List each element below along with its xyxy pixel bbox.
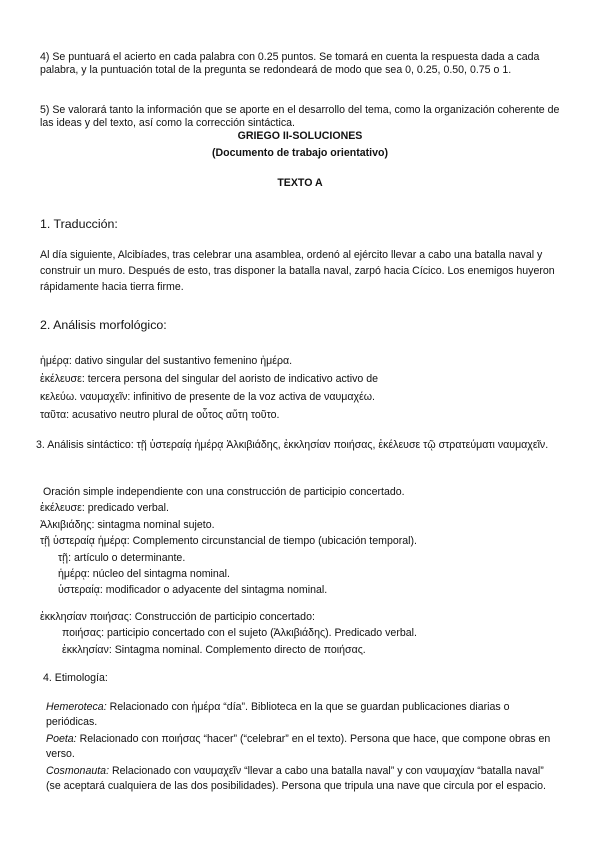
participle-line: ἐκκλησίαν: Sintagma nominal. Complemento directo de ποιήσας. bbox=[62, 643, 366, 656]
etymology-list bbox=[46, 700, 558, 794]
morphology-list bbox=[40, 352, 560, 424]
syntax-intro: Oración simple independiente con una construcción de participio concertado. bbox=[43, 486, 405, 498]
doc-title: GRIEGO II-SOLUCIONES bbox=[237, 130, 363, 142]
etymology-entry bbox=[46, 764, 558, 795]
translation-heading: 1. Traducción: bbox=[40, 217, 118, 231]
etymology-text: Relacionado con ἡμέρα “día”. Biblioteca en la que se guardan publicaciones diarias o periódicas. bbox=[46, 701, 510, 729]
criterion-5: 5) Se valorará tanto la información que se aporte en el desarrollo del tema, como la organización coherente de las ideas y del texto, así como la corrección sintáctica. bbox=[40, 104, 560, 130]
etymology-text: Relacionado con ποιήσας “hacer” (“celebrar” en el texto). Persona que hace, que compone obras en verso. bbox=[46, 732, 551, 761]
participle-analysis bbox=[40, 609, 560, 658]
syntax-subline: ἡμέρᾳ: núcleo del sintagma nominal. bbox=[58, 568, 230, 581]
etymology-heading: 4. Etimología: bbox=[43, 672, 108, 684]
morphology-line: ἐκέλευσε: tercera persona del singular del aoristo de indicativo activo de bbox=[40, 373, 379, 385]
etymology-term: Cosmonauta: bbox=[46, 764, 110, 777]
morphology-line: ἡμέρᾳ: dativo singular del sustantivo femenino ἡμέρα. bbox=[40, 355, 293, 367]
criterion-4: 4) Se puntuará el acierto en cada palabra con 0.25 puntos. Se tomará en cuenta la respuesta dada a cada palabra, y la puntuación total de la pregunta se redondeará de modo que sea 0, 0.25, 0.50, 0.75 o 1. bbox=[40, 51, 540, 77]
etymology-text: Relacionado con ναυμαχεῖν “llevar a cabo una batalla naval” y con ναυμαχίαν “batalla naval” (se aceptará cualquiera de las dos posibilidades). Persona que tripula una nave que circula por el espacio. bbox=[46, 764, 546, 793]
syntax-subline: τῇ: artículo o determinante. bbox=[58, 551, 186, 564]
participle-line: ποιήσας: participio concertado con el sujeto (Ἀλκιβιάδης). Predicado verbal. bbox=[62, 627, 417, 640]
text-label: TEXTO A bbox=[277, 177, 323, 189]
criteria-section bbox=[40, 51, 560, 77]
syntax-line: Ἀλκιβιάδης: sintagma nominal sujeto. bbox=[40, 518, 215, 531]
etymology-entry bbox=[46, 732, 558, 763]
etymology-entry bbox=[46, 700, 558, 731]
criteria-section-5 bbox=[40, 104, 560, 130]
morphology-line: ταῦτα: acusativo neutro plural de οὗτος αὕτη τοῦτο. bbox=[40, 409, 280, 421]
etymology-term: Hemeroteca: bbox=[46, 701, 107, 713]
syntax-line: τῇ ὑστεραίᾳ ἡμέρᾳ: Complemento circunstancial de tiempo (ubicación temporal). bbox=[40, 535, 417, 548]
syntax-analysis bbox=[40, 484, 563, 599]
translation-body: Al día siguiente, Alcibíades, tras celebrar una asamblea, ordenó al ejército llevar a cabo una batalla naval y construir un muro. Después de esto, tras disponer la batalla naval, zarpó hacia Cícico. Los enemigos huyeron rápidamente hacia tierra firme. bbox=[40, 249, 555, 293]
etymology-term: Poeta: bbox=[46, 732, 77, 745]
morphology-heading: 2. Análisis morfológico: bbox=[40, 318, 167, 332]
syntax-line: ἐκέλευσε: predicado verbal. bbox=[40, 502, 169, 515]
morphology-line: κελεύω. ναυμαχεῖν: infinitivo de presente de la voz activa de ναυμαχέω. bbox=[40, 391, 375, 403]
syntax-heading: 3. Análisis sintáctico: τῇ ὑστεραίᾳ ἡμέρᾳ Ἀλκιβιάδης, ἐκκλησίαν ποιήσας, ἐκέλευσε τῷ στρατεύματι ναυμαχεῖν. bbox=[36, 439, 549, 451]
syntax-subline: ὑστεραίᾳ: modificador o adyacente del sintagma nominal. bbox=[58, 584, 328, 597]
doc-subtitle: (Documento de trabajo orientativo) bbox=[212, 147, 388, 159]
participle-heading: ἐκκλησίαν ποιήσας: Construcción de participio concertado: bbox=[40, 611, 315, 623]
